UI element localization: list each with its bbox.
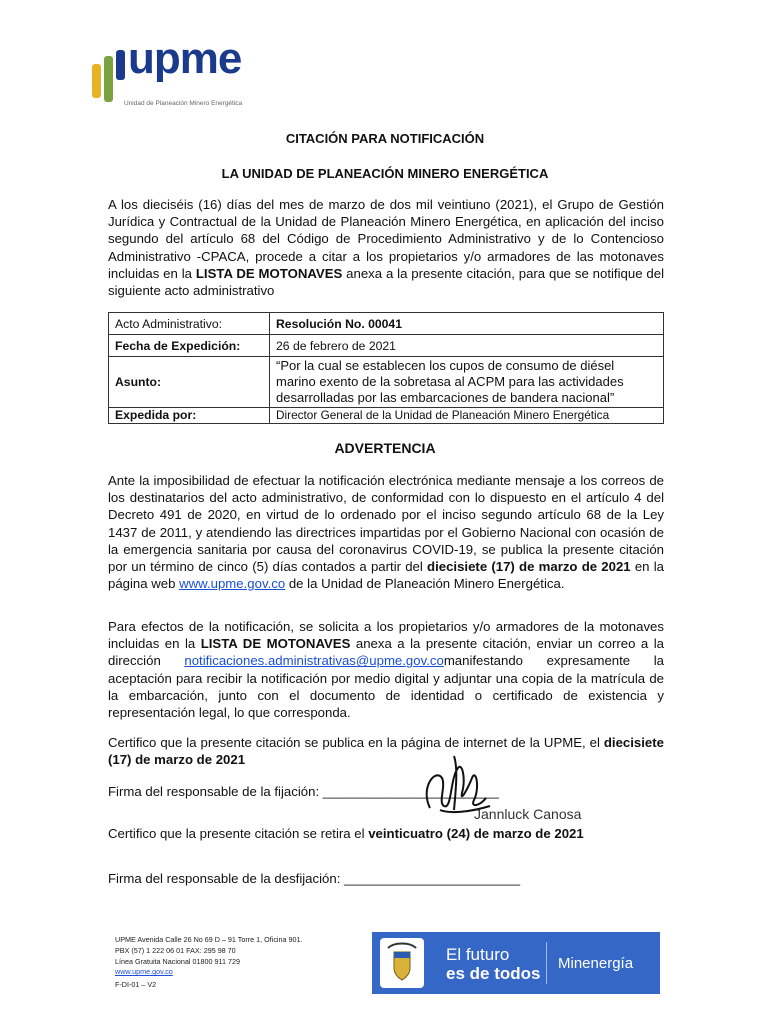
table-value: Director General de la Unidad de Planeación Minero Energética (270, 408, 664, 424)
logo-wordmark: upme (128, 34, 242, 83)
certify-publish-date: diecisiete (17) de marzo de 2021 (108, 735, 664, 768)
intro-text-1: A los dieciséis (16) días del mes de marzo de dos mil veintiuno (2021), el Grupo de Gestión Jurídica y Contractual de la Unidad de Planeación Minero Energética, en aplicación del inciso segundo del artículo 68 del Código de Procedimiento Administrativo y de lo Contencioso Administrativo -CPACA, procede a citar a los propietarios y/o armadores de las motonaves incluidas en la (108, 197, 664, 281)
warning-heading: ADVERTENCIA (334, 440, 436, 456)
table-value: Resolución No. 00041 (270, 313, 664, 335)
footer-hotline-line: Línea Gratuita Nacional 01800 911 729 (115, 956, 240, 966)
warning-bold-date: diecisiete (17) de marzo de 2021 (427, 559, 631, 575)
certify-publish-text: Certifico que la presente citación se publica en la página de internet de la UPME, el (108, 735, 604, 750)
banner-slogan-line2: es de todos (446, 964, 541, 983)
upme-emblem-icon (88, 50, 128, 110)
effects-text-3: manifestando expresamente la aceptación para recibir la notificación por medio digital y adjuntar una copia de la matrícula de la embarcación, junto con el documento de identidad o certificado de existencia y representación legal, lo que corresponda. (108, 653, 664, 721)
certify-remove-date: veinticuatro (24) de marzo de 2021 (368, 826, 584, 841)
table-row (109, 408, 664, 424)
footer-address (115, 935, 303, 978)
table-label: Expedida por: (109, 408, 270, 424)
table-value: 26 de febrero de 2021 (270, 335, 664, 357)
table-row (109, 335, 664, 357)
table-label: Acto Administrativo: (109, 313, 270, 335)
document-subtitle: LA UNIDAD DE PLANEACIÓN MINERO ENERGÉTICA (221, 166, 549, 181)
effects-bold: LISTA DE MOTONAVES (200, 636, 351, 652)
ministry-name: Minenergía (558, 955, 634, 972)
unfixation-signature-line: Firma del responsable de la desfijación: ________________________ (108, 871, 521, 886)
footer-address-line: UPME Avenida Calle 26 No 69 D – 91 Torre 1, Oficina 901. (115, 935, 303, 944)
certify-remove-text: Certifico que la presente citación se retira el (108, 826, 369, 841)
table-label: Asunto: (109, 357, 270, 408)
certify-publish-paragraph (108, 734, 664, 768)
email-link[interactable]: notificaciones.administrativas@upme.gov.co (184, 653, 444, 669)
warning-paragraph (108, 472, 664, 592)
effects-text-1: Para efectos de la notificación, se solicita a los propietarios y/o armadores de la motonaves incluidas en la (108, 619, 664, 652)
certify-remove-paragraph (108, 825, 664, 842)
fixation-signature-line: Firma del responsable de la fijación: ________________________ (108, 784, 499, 799)
intro-text-2: anexa a la presente citación, para que se notifique del siguiente acto administrativo (108, 265, 664, 299)
logo-subtitle: Unidad de Planeación Minero Energética (124, 100, 243, 107)
effects-text-2: anexa a la presente citación, enviar un correo a la dirección (108, 636, 664, 669)
document-code: F-DI-01 – V2 (115, 980, 157, 989)
table-value: “Por la cual se establecen los cupos de consumo de diésel marino exento de la sobretasa al ACPM para las actividades desarrolladas por las embarcaciones de bandera nacional” (270, 357, 664, 408)
table-row (109, 313, 664, 335)
banner-divider (546, 942, 547, 984)
warning-text-1: Ante la imposibilidad de efectuar la notificación electrónica mediante mensaje a los correos de los destinatarios del acto administrativo, de conformidad con lo dispuesto en el artículo 4 del Decreto 491 de 2020, en virtud de lo ordenado por el inciso segundo artículo 68 de la Ley 1437 de 2011, y atendiendo las directrices impartidas por el Gobierno Nacional con ocasión de la emergencia sanitaria por causa del coronavirus COVID-19, se publica la presente citación por un término de cinco (5) días contados a partir del (108, 473, 664, 575)
signer-name: Jannluck Canosa (474, 806, 582, 822)
colombia-coat-of-arms-icon (380, 938, 424, 988)
intro-paragraph (108, 196, 664, 299)
warning-text-2: en la página web (108, 559, 664, 592)
footer-website-link[interactable]: www.upme.gov.co (115, 967, 173, 977)
banner-slogan-line1: El futuro (446, 945, 510, 964)
act-details-table (108, 312, 664, 424)
footer-phone-line: PBX (57) 1 222 06 01 FAX: 295 98 70 (115, 945, 236, 955)
upme-logo (88, 34, 258, 112)
table-row (109, 357, 664, 408)
government-banner (372, 932, 660, 994)
intro-bold: LISTA DE MOTONAVES (195, 265, 343, 281)
document-title: CITACIÓN PARA NOTIFICACIÓN (285, 131, 485, 146)
warning-text-3: de la Unidad de Planeación Minero Energética. (285, 576, 565, 592)
table-label: Fecha de Expedición: (109, 335, 270, 357)
website-link[interactable]: www.upme.gov.co (179, 576, 286, 592)
effects-paragraph (108, 618, 664, 721)
